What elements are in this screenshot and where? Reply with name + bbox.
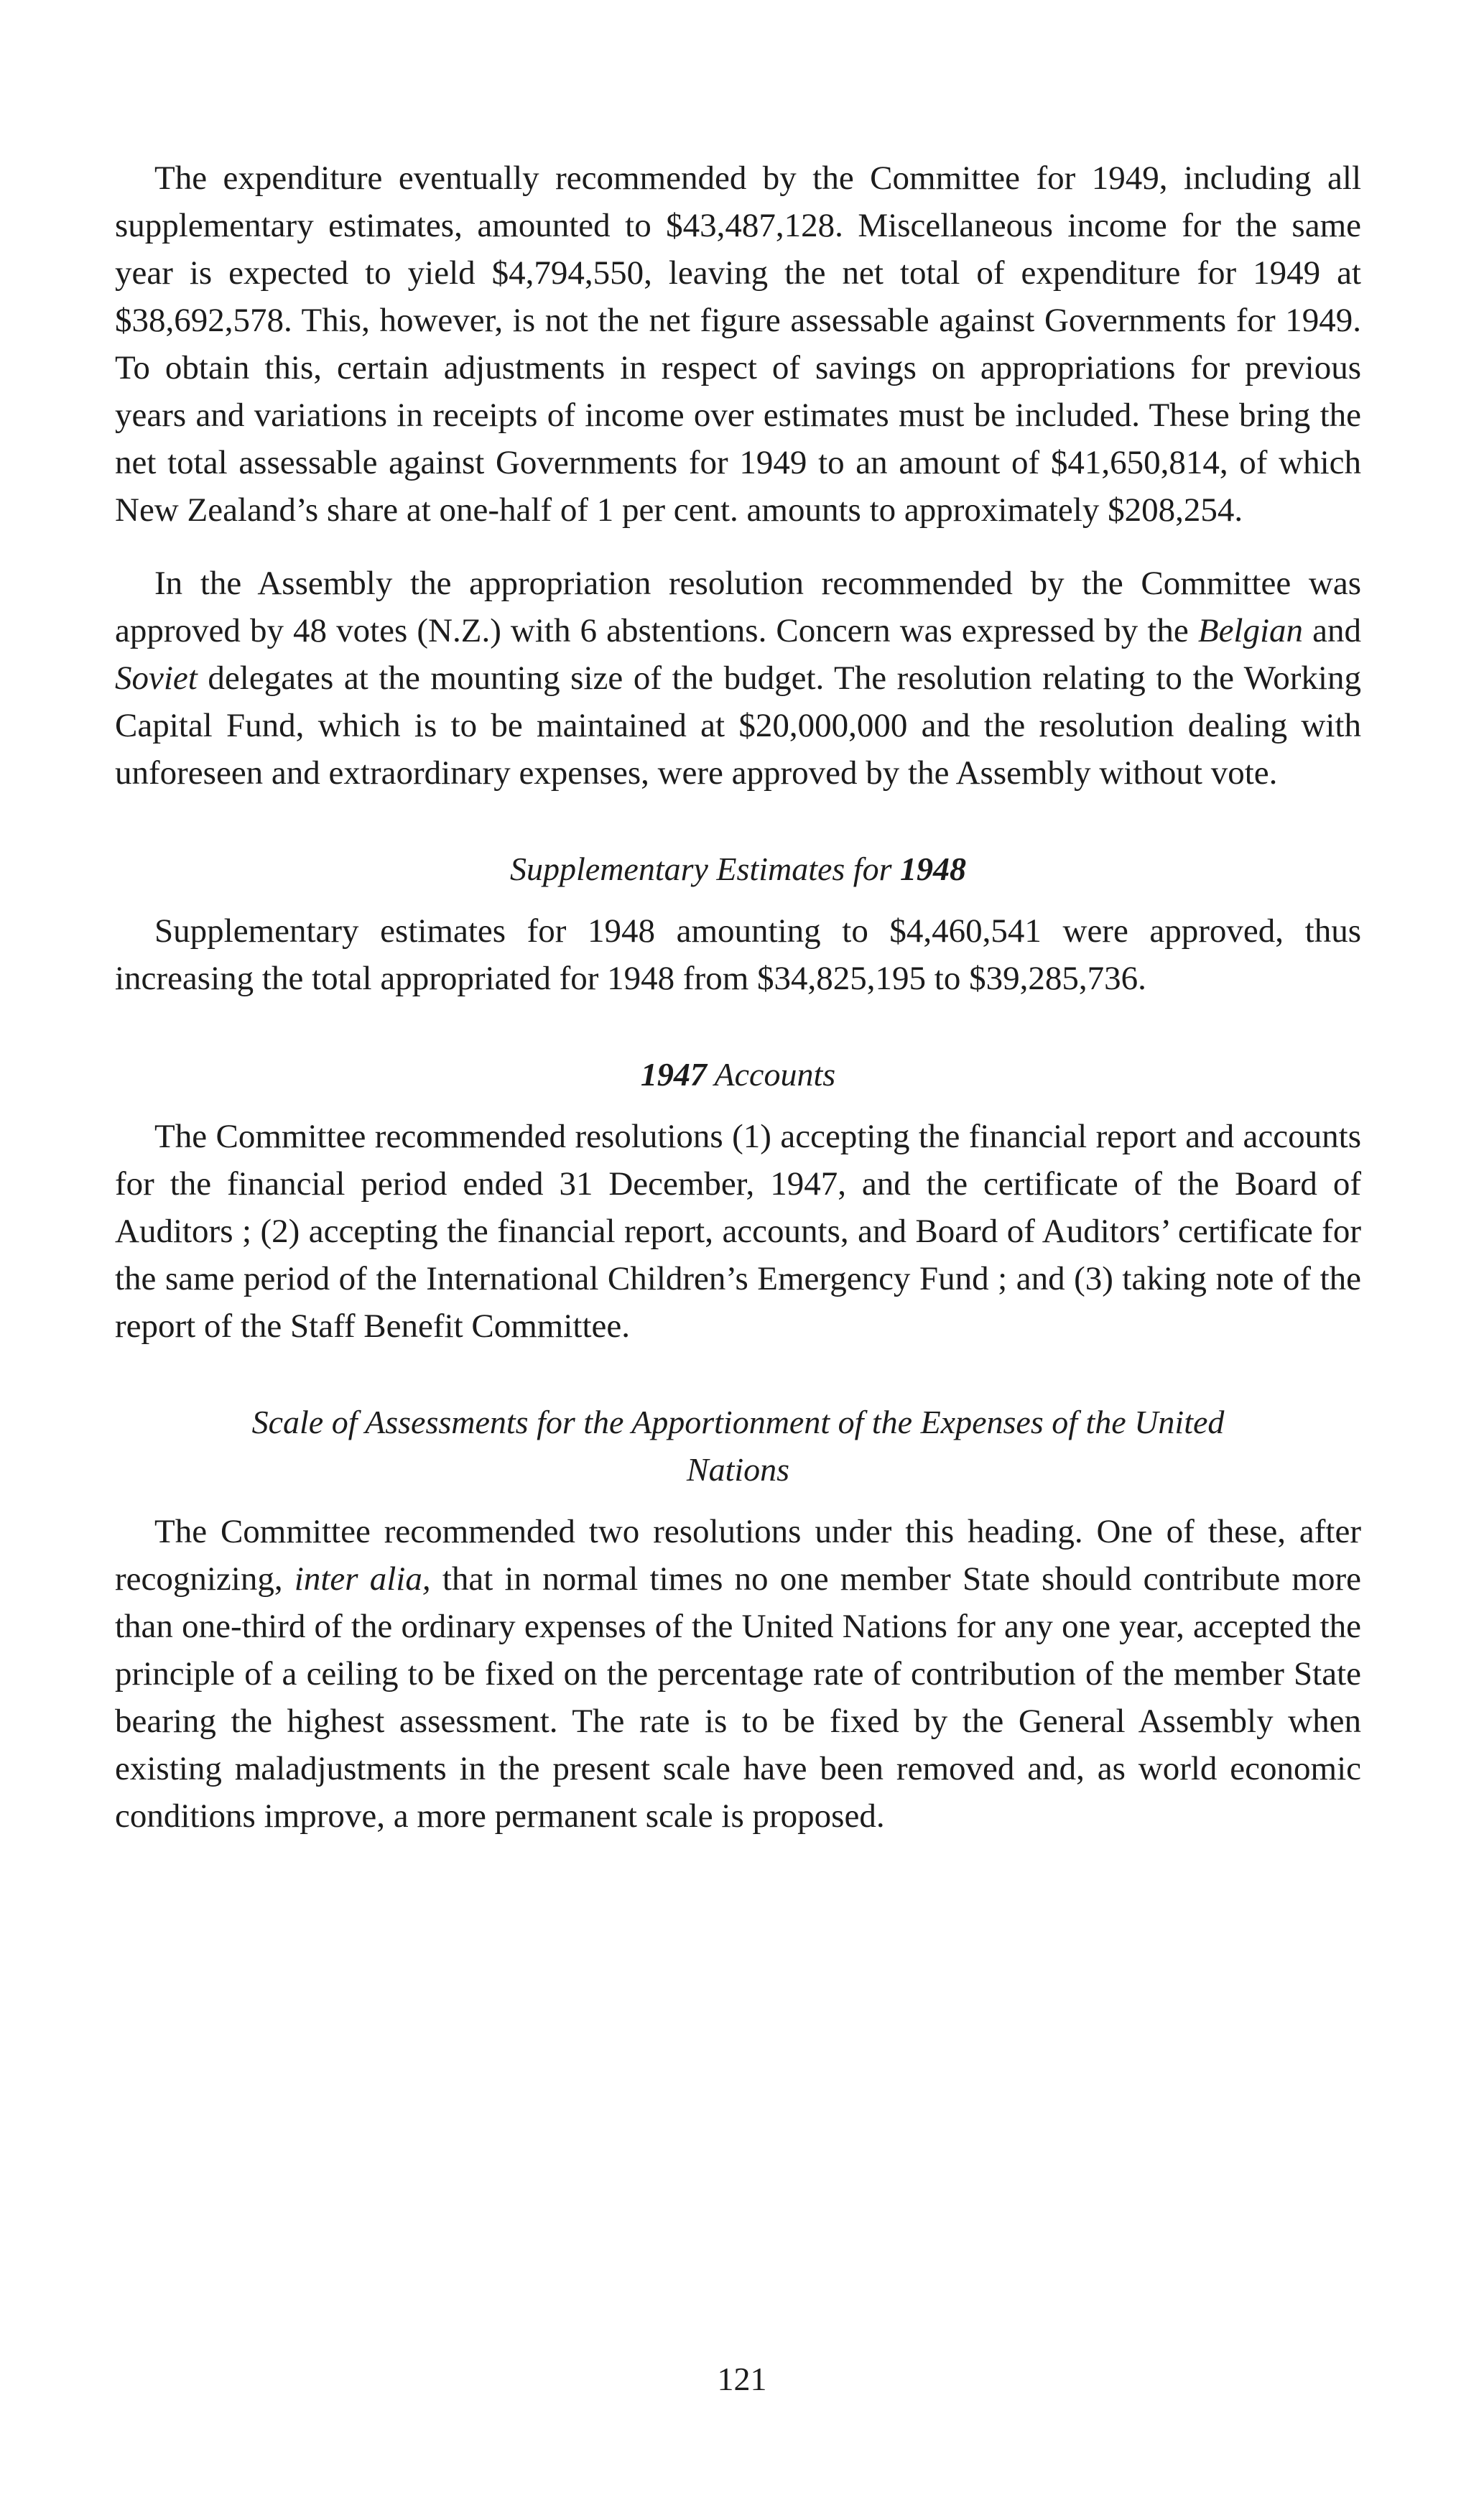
paragraph-scale-part2: that in normal times no one member State should contribute more than one-third of the ordinary expenses of the United Nations for any one year, accepted the principle of a ceiling to be fixed on the percentage rate of contribution of the member State bearing the highest assessment. The rate is to be fixed by the General Assembly when existing maladjustments in the present scale have been removed and, as world economic conditions improve, a more permanent scale is proposed.: [115, 1560, 1361, 1835]
heading-scale-line2: Nations: [686, 1451, 790, 1488]
page-content: [115, 154, 1361, 1840]
heading-supplementary-year: 1948: [900, 851, 966, 887]
heading-supplementary-estimates: [115, 846, 1361, 893]
heading-scale-line1: Scale of Assessments for the Apportionment of the Expenses of the United: [251, 1404, 1225, 1440]
paragraph-supplementary: Supplementary estimates for 1948 amounting to $4,460,541 were approved, thus increasing the total appropriated for 1948 from $34,825,195 to $39,285,736.: [115, 912, 1361, 997]
paragraph-scale-part1: The Committee recommended two resolutions under this heading. One of these, after recognizing,: [115, 1513, 1361, 1598]
paragraph-assembly-vote-part1: In the Assembly the appropriation resolution recommended by the Committee was approved by 48 votes (N.Z.) with 6 abstentions. Concern was expressed by the: [115, 565, 1361, 649]
belgian-term: Belgian: [1197, 612, 1304, 649]
paragraph-scale: [115, 1508, 1361, 1840]
heading-supplementary-text: Supplementary Estimates for: [510, 851, 900, 887]
heading-accounts: [115, 1051, 1361, 1098]
paragraph-assembly-vote-part2: delegates at the mounting size of the budget. The resolution relating to the Working Capital Fund, which is to be maintained at $20,000,000 and the resolution dealing with unforeseen and extraordinary expenses, were approved by the Assembly without vote.: [115, 659, 1361, 792]
paragraph-assembly-vote: [115, 560, 1361, 797]
and-connector: and: [1303, 612, 1361, 649]
inter-alia-term: inter alia,: [294, 1560, 431, 1598]
paragraph-accounts: The Committee recommended resolutions (1) accepting the financial report and accounts for the financial period ended 31 December, 1947, and the certificate of the Board of Auditors ; (2) accepting the financial report, accounts, and Board of Auditors’ certificate for the same period of the International Children’s Emergency Fund ; and (3) taking note of the report of the Staff Benefit Committee.: [115, 1118, 1361, 1345]
page-number: 121: [717, 2361, 767, 2397]
heading-accounts-year: 1947: [640, 1056, 707, 1093]
paragraph-expenditure: The expenditure eventually recommended by the Committee for 1949, including all supplementary estimates, amounted to $43,487,128. Miscellaneous income for the same year is expected to yield $4,794,550, leaving the net total of expenditure for 1949 at $38,692,578. This, however, is not the net figure assessable against Governments for 1949. To obtain this, certain adjustments in respect of savings on appropriations for previous years and variations in receipts of income over estimates must be included. These bring the net total assessable against Governments for 1949 to an amount of $41,650,814, of which New Zealand’s share at one-half of 1 per cent. amounts to approximately $208,254.: [115, 159, 1361, 529]
heading-accounts-text: Accounts: [706, 1056, 836, 1093]
soviet-term: Soviet: [115, 659, 198, 697]
heading-scale-of-assessments: [115, 1399, 1361, 1494]
